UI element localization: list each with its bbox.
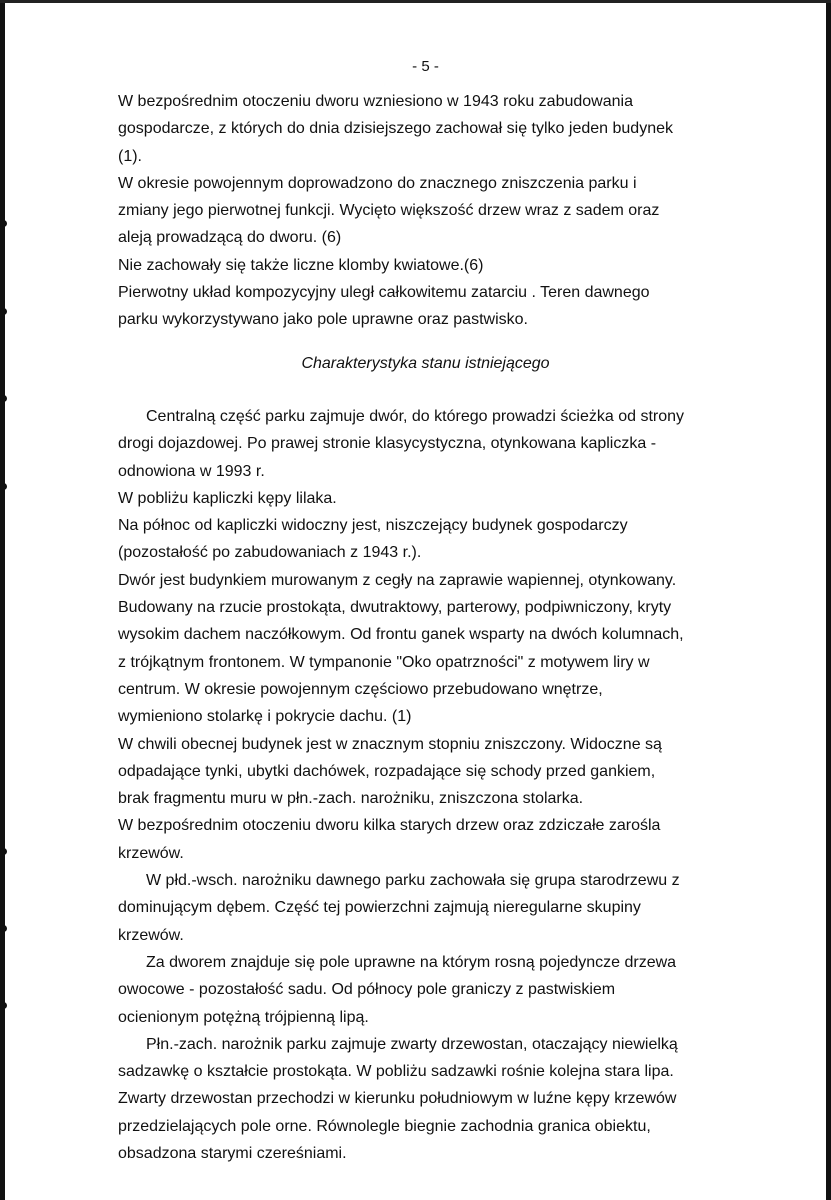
text-line: brak fragmentu muru w płn.-zach. narożniku, zniszczona stolarka. <box>118 790 584 808</box>
scan-edge-top <box>0 0 831 3</box>
text-line: Za dworem znajduje się pole uprawne na którym rosną pojedyncze drzewa <box>146 953 677 971</box>
text-line: centrum. W okresie powojennym częściowo przebudowano wnętrze, <box>118 680 603 698</box>
text-line: Nie zachowały się także liczne klomby kwiatowe.(6) <box>118 256 484 274</box>
text-line: drogi dojazdowej. Po prawej stronie klasycystyczna, otynkowana kapliczka - <box>118 435 657 453</box>
text-line: W bezpośrednim otoczeniu dworu wzniesiono w 1943 roku zabudowania <box>118 93 633 110</box>
text-line: odnowiona w 1993 r. <box>118 462 265 480</box>
text-line: wymieniono stolarkę i pokrycie dachu. (1) <box>118 708 412 726</box>
punch-hole-mark <box>0 395 7 402</box>
text-line: owocowe - pozostałość sadu. Od północy pole graniczy z pastwiskiem <box>118 981 616 999</box>
text-line: (1). <box>118 147 142 165</box>
text-line: W pobliżu kapliczki kępy lilaka. <box>118 489 337 507</box>
text-line: W płd.-wsch. narożniku dawnego parku zachowała się grupa starodrzewu z <box>146 872 680 890</box>
intro-paragraphs <box>118 88 768 334</box>
text-line: obsadzona starymi czereśniami. <box>118 1145 347 1163</box>
text-line: zmiany jego pierwotnej funkcji. Wycięto większość drzew wraz z sadem oraz <box>118 202 660 220</box>
punch-hole-mark <box>0 1002 7 1009</box>
text-line: aleją prowadzącą do dworu. (6) <box>118 229 342 247</box>
text-line: odpadające tynki, ubytki dachówek, rozpadające się schody przed gankiem, <box>118 762 656 780</box>
scan-edge-right <box>826 0 831 1200</box>
text-line: Zwarty drzewostan przechodzi w kierunku południowym w luźne kępy krzewów <box>118 1090 677 1108</box>
scan-edge-left <box>0 0 5 1200</box>
punch-hole-mark <box>0 925 7 932</box>
punch-hole-mark <box>0 483 7 490</box>
punch-hole-mark <box>0 220 7 227</box>
punch-hole-mark <box>0 308 7 315</box>
text-line: Pierwotny układ kompozycyjny uległ całkowitemu zatarciu . Teren dawnego <box>118 284 650 302</box>
text-line: W okresie powojennym doprowadzono do znacznego zniszczenia parku i <box>118 174 637 192</box>
text-line: Płn.-zach. narożnik parku zajmuje zwarty drzewostan, otaczający niewielką <box>146 1035 678 1053</box>
text-line: wysokim dachem naczółkowym. Od frontu ganek wsparty na dwóch kolumnach, <box>118 626 684 644</box>
text-line: krzewów. <box>118 926 184 944</box>
text-line: (pozostałość po zabudowaniach z 1943 r.). <box>118 544 422 562</box>
text-line: sadzawkę o kształcie prostokąta. W pobliżu sadzawki rośnie kolejna stara lipa. <box>118 1063 674 1081</box>
text-line: z trójkątnym frontonem. W tympanonie "Oko opatrzności" z motywem liry w <box>118 653 650 671</box>
text-line: Dwór jest budynkiem murowanym z cegły na zaprawie wapiennej, otynkowany. <box>118 571 677 589</box>
text-line: W chwili obecnej budynek jest w znacznym stopniu zniszczony. Widoczne są <box>118 735 662 753</box>
text-line: W bezpośrednim otoczeniu dworu kilka starych drzew oraz zdziczałe zarośla <box>118 817 661 835</box>
text-line: krzewów. <box>118 844 184 862</box>
section-paragraphs <box>118 403 768 1167</box>
section-heading: Charakterystyka stanu istniejącego <box>301 355 550 372</box>
page-number: - 5 - <box>412 58 439 75</box>
text-line: dominującym dębem. Część tej powierzchni zajmują nieregularne skupiny <box>118 899 641 917</box>
text-line: gospodarcze, z których do dnia dzisiejszego zachował się tylko jeden budynek <box>118 120 673 138</box>
text-line: Centralną część parku zajmuje dwór, do którego prowadzi ścieżka od strony <box>146 408 685 425</box>
text-line: Na północ od kapliczki widoczny jest, niszczejący budynek gospodarczy <box>118 517 628 535</box>
text-line: parku wykorzystywano jako pole uprawne oraz pastwisko. <box>118 311 528 329</box>
punch-hole-mark <box>0 848 7 855</box>
text-line: ocienionym potężną trójpienną lipą. <box>118 1008 369 1026</box>
text-line: przedzielających pole orne. Równolegle biegnie zachodnia granica obiektu, <box>118 1117 651 1135</box>
text-line: Budowany na rzucie prostokąta, dwutraktowy, parterowy, podpiwniczony, kryty <box>118 599 672 617</box>
